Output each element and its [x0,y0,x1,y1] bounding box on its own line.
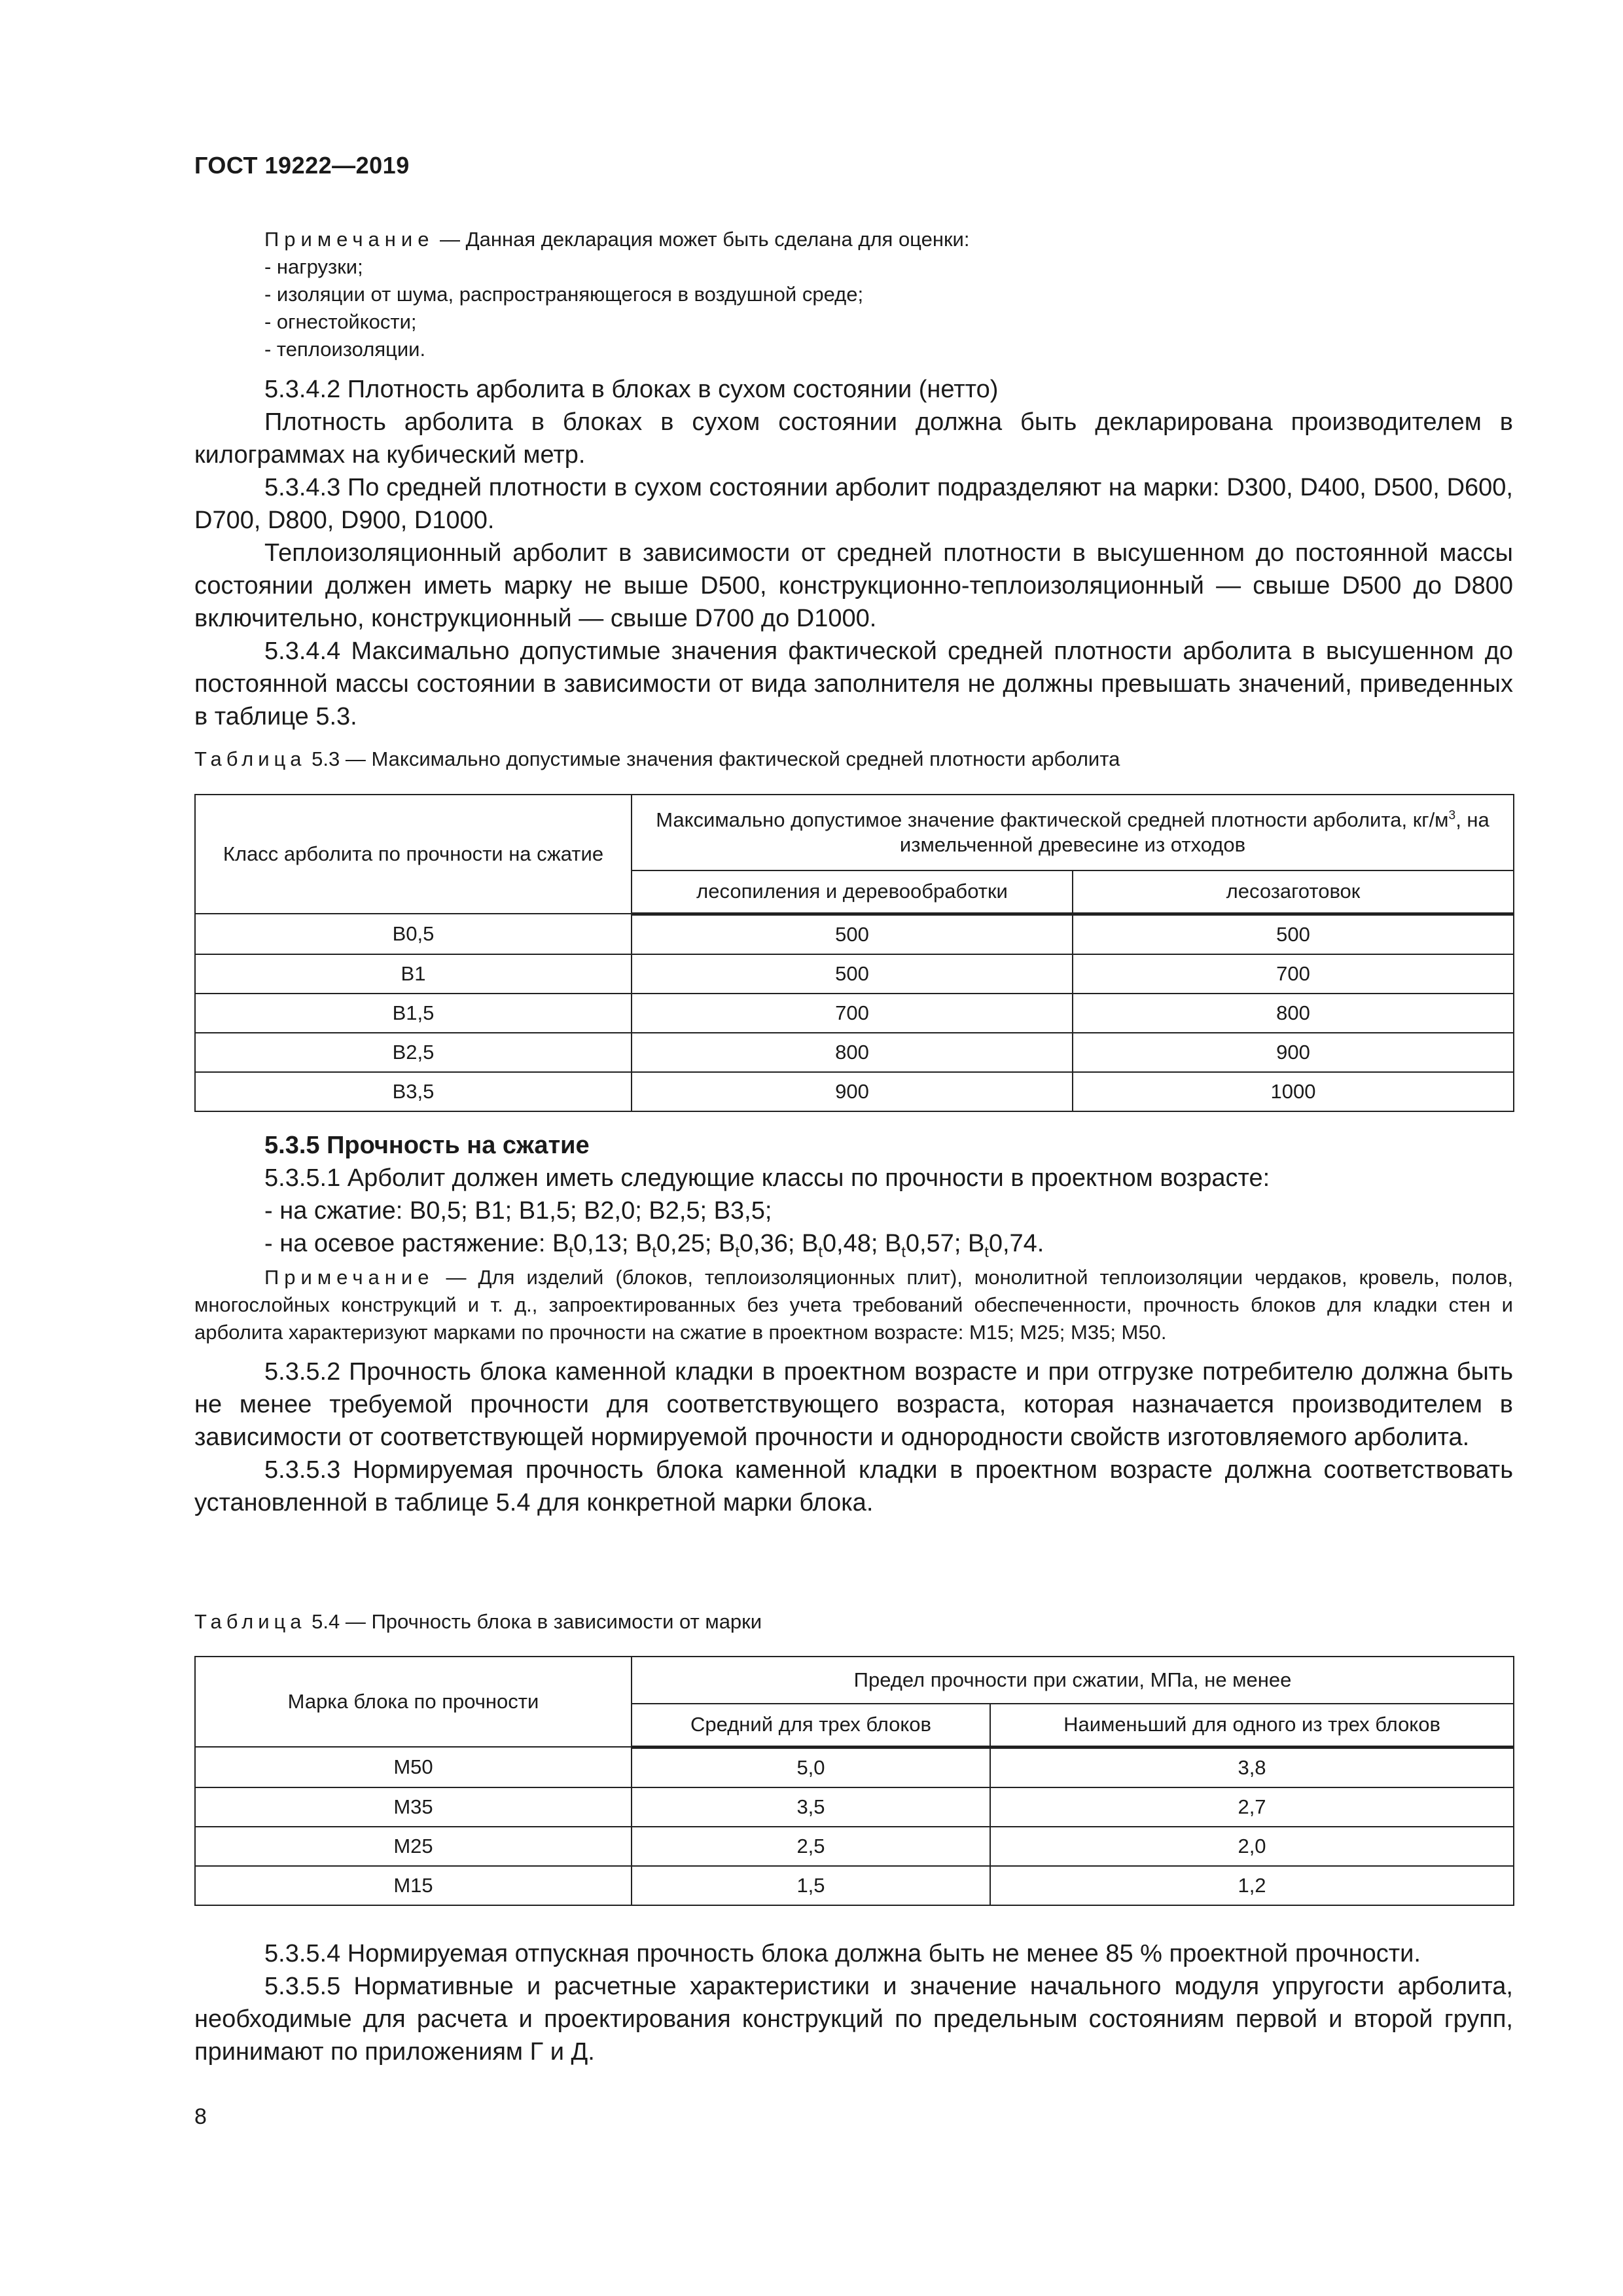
table-header-minimum: Наименьший для одного из трех блоков [990,1704,1514,1747]
page-number: 8 [194,2104,207,2129]
section-title: 5.3.5 Прочность на сжатие [264,1132,590,1159]
table-cell: 500 [632,914,1073,954]
tensile-subscript: t [735,1243,740,1261]
table-header-sawmill: лесопиления и деревообработки [632,870,1073,914]
paragraph-5-3-5-1: 5.3.5.1 Арболит должен иметь следующие классы по прочности в проектном возрасте: [264,1164,1270,1192]
tensile-subscript: t [818,1243,823,1261]
tensile-prefix: - на осевое растяжение: [264,1230,553,1257]
paragraph-thermal-insulating: Теплоизоляционный арболит в зависимости от средней плотности в высушенном до постоянной массы состоянии должен иметь марку не выше D500, конструкционно-теплоизоляционный — свыше D500 до D800 включительно, конструкционный — свыше D700 до D1000. [194,539,1513,632]
document-header: ГОСТ 19222—2019 [194,152,410,179]
table-header-group [632,795,1514,870]
tensile-value: 0,57; [905,1230,968,1257]
table-cell: M15 [195,1866,632,1905]
table-cell: 700 [1073,954,1514,994]
tensile-value: 0,25; [656,1230,719,1257]
tensile-subscript: t [569,1243,573,1261]
table-cell: M25 [195,1827,632,1866]
table-cell: 700 [632,994,1073,1033]
paragraph-5-3-5-3: 5.3.5.3 Нормируемая прочность блока каменной кладки в проектном возрасте должна соответствовать установленной в таблице 5.4 для конкретной марки блока. [194,1456,1513,1516]
table-cell: 5,0 [632,1747,990,1787]
table-row [195,1747,1514,1787]
caption-text: 5.3 — Максимально допустимые значения фактической средней плотности арболита [306,747,1120,770]
table-header-group: Предел прочности при сжатии, МПа, не менее [632,1657,1514,1704]
note-item: - изоляции от шума, распространяющегося в воздушной среде; [264,283,864,306]
note-grades [194,1264,1513,1346]
table-cell: 3,5 [632,1787,990,1827]
note-text: — Для изделий (блоков, теплоизоляционных плит), монолитной теплоизоляции чердаков, кровель, полов, многослойных конструкций и т. д., запроектированных без учета требований обеспеченности, прочность блоков для кладки стен и арболита характеризуют марками по прочности на сжатие в проектном возрасте: М15; М25; М35; М50. [194,1266,1513,1344]
table-cell: 500 [1073,914,1514,954]
table-cell: 3,8 [990,1747,1514,1787]
table-cell: 1,5 [632,1866,990,1905]
table-cell: B2,5 [195,1033,632,1072]
paragraph-tensile-classes [194,1227,1513,1260]
table-row [195,1866,1514,1905]
table-cell: 2,0 [990,1827,1514,1866]
paragraph-5-3-4-3: 5.3.4.3 По средней плотности в сухом состоянии арболит подразделяют на марки: D300, D400, D500, D600, D700, D800, D900, D1000. [194,474,1513,534]
table-row [195,954,1514,994]
table-row [195,1033,1514,1072]
paragraph-5-3-4-4: 5.3.4.4 Максимально допустимые значения фактической средней плотности арболита в высушенном до постоянной массы состоянии в зависимости от вида заполнителя не должны превышать значений, приведенных в таблице 5.3. [194,637,1513,730]
table-5-3 [194,794,1514,1112]
table-cell: 500 [632,954,1073,994]
paragraph-density-declared: Плотность арболита в блоках в сухом состоянии должна быть декларирована производителем в килограммах на кубический метр. [194,408,1513,469]
table-5-3-wrapper [194,794,1513,1112]
tensile-class-letter: B [884,1230,902,1257]
caption-label: Таблица [194,1610,306,1633]
note-label: Примечание [264,1266,435,1289]
table-cell: 1,2 [990,1866,1514,1905]
note-item: - огнестойкости; [264,310,417,333]
table-cell: B3,5 [195,1072,632,1111]
table-5-4-caption [194,1609,1513,1635]
table-5-3-caption [194,746,1513,772]
paragraph-compression-classes: - на сжатие: B0,5; B1; B1,5; B2,0; B2,5; B3,5; [264,1197,772,1225]
tensile-value: 0,36; [739,1230,802,1257]
table-cell: B1 [195,954,632,994]
note-line [264,226,1508,253]
table-cell: M35 [195,1787,632,1827]
table-cell: M50 [195,1747,632,1787]
tensile-value: 0,74. [988,1230,1044,1257]
note-text: — Данная декларация может быть сделана для оценки: [434,228,970,251]
table-cell: 1000 [1073,1072,1514,1111]
table-header-average: Средний для трех блоков [632,1704,990,1747]
table-cell: 2,7 [990,1787,1514,1827]
table-header-logging: лесозаготовок [1073,870,1514,914]
table-header-grade: Марка блока по прочности [195,1657,632,1747]
section-5-3-5-tail [194,1937,1513,2068]
table-cell: 2,5 [632,1827,990,1866]
note-declaration [264,226,1508,363]
tensile-class-letter: B [801,1230,819,1257]
table-row [195,914,1514,954]
paragraph-5-3-5-2: 5.3.5.2 Прочность блока каменной кладки в проектном возрасте и при отгрузке потребителю должна быть не менее требуемой прочности для соответствующего возраста, которая назначается производителем в зависимости от соответствующей нормируемой прочности и однородности свойств изготовляемого арболита. [194,1358,1513,1451]
note-item: - нагрузки; [264,255,363,278]
tensile-subscript: t [652,1243,656,1261]
paragraph-5-3-5-4: 5.3.5.4 Нормируемая отпускная прочность блока должна быть не менее 85 % проектной прочности. [264,1940,1421,1967]
section-5-3-5 [194,1129,1513,1519]
header-group-text: Максимально допустимое значение фактической средней плотности арболита, кг/м [656,808,1449,832]
table-header-class: Класс арболита по прочности на сжатие [195,795,632,914]
table-row [195,1072,1514,1111]
table-row [195,994,1514,1033]
tensile-value: 0,48; [822,1230,885,1257]
table-cell: 800 [632,1033,1073,1072]
table-cell: 800 [1073,994,1514,1033]
note-item: - теплоизоляции. [264,338,426,361]
tensile-class-letter: B [718,1230,736,1257]
note-label: Примечание [264,228,435,251]
caption-text: 5.4 — Прочность блока в зависимости от марки [306,1610,762,1633]
table-5-4 [194,1656,1514,1906]
tensile-class-letter: B [635,1230,652,1257]
paragraph-5-3-4-2: 5.3.4.2 Плотность арболита в блоках в сухом состоянии (нетто) [264,376,999,403]
tensile-subscript: t [901,1243,906,1261]
tensile-value: 0,13; [573,1230,635,1257]
table-row [195,1827,1514,1866]
tensile-class-letter: B [967,1230,985,1257]
caption-label: Таблица [194,747,306,770]
section-5-3-4 [194,373,1513,733]
header-group-text-tail: , на измельченной древесине из отходов [899,808,1489,857]
header-unit-superscript: 3 [1448,808,1456,823]
table-cell: B0,5 [195,914,632,954]
table-cell: 900 [632,1072,1073,1111]
table-5-4-wrapper [194,1656,1513,1906]
tensile-subscript: t [984,1243,989,1261]
tensile-class-letter: B [552,1230,569,1257]
table-cell: B1,5 [195,994,632,1033]
paragraph-5-3-5-5: 5.3.5.5 Нормативные и расчетные характеристики и значение начального модуля упругости арболита, необходимые для расчета и проектирования конструкций по предельным состояниям первой и второй групп, принимают по приложениям Г и Д. [194,1973,1513,2066]
table-cell: 900 [1073,1033,1514,1072]
table-row [195,1787,1514,1827]
